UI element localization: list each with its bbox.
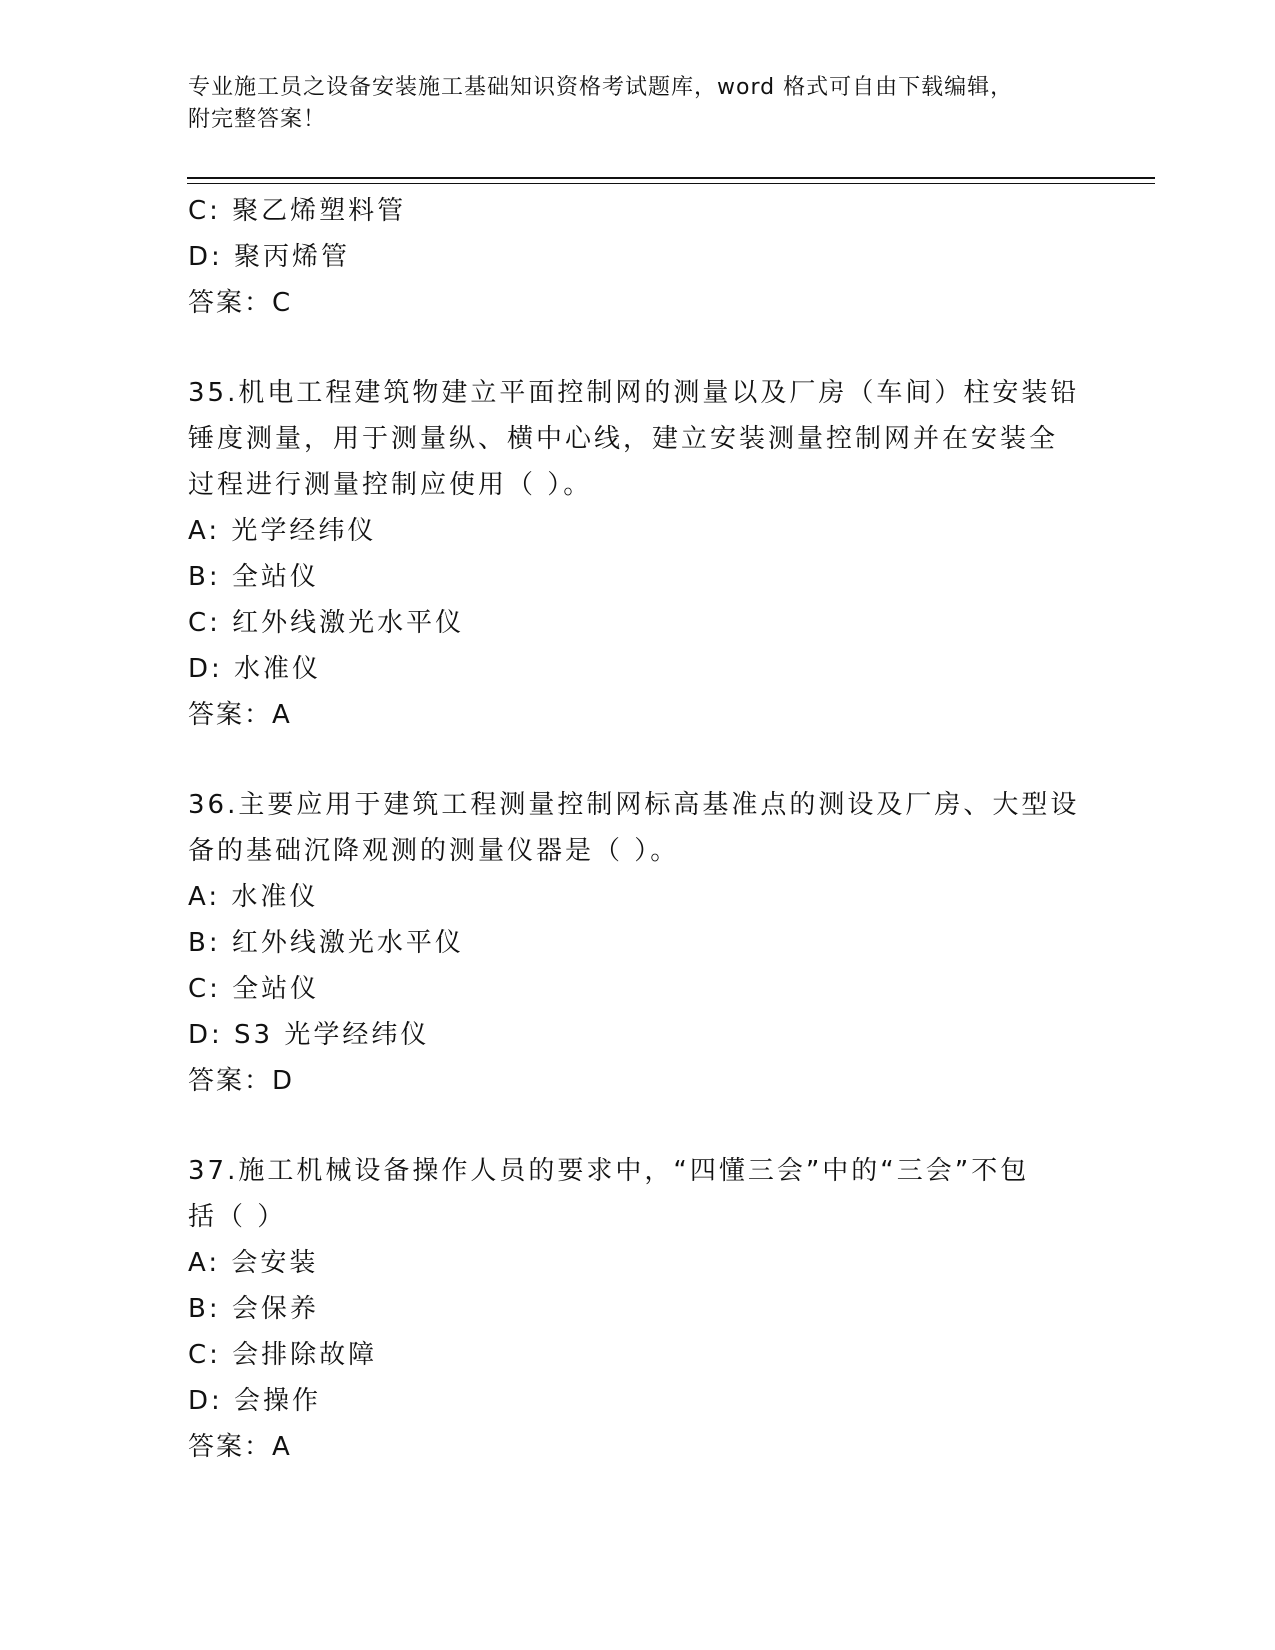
question-34-continued (188, 188, 1088, 326)
question-36 (188, 782, 1088, 1104)
header-line-2: 附完整答案！ (188, 107, 327, 132)
option-c: C: 全站仪 (188, 974, 320, 1004)
document-body (188, 188, 1088, 1470)
document-header (188, 72, 1068, 136)
option-d: D: 会操作 (188, 1386, 322, 1416)
option-a: A: 会安装 (188, 1248, 319, 1278)
spacer (188, 1104, 1088, 1148)
header-line-1: 专业施工员之设备安装施工基础知识资格考试题库，word 格式可自由下载编辑， (188, 75, 1014, 100)
option-d: D: 聚丙烯管 (188, 242, 351, 272)
option-a: A: 光学经纬仪 (188, 516, 377, 546)
option-c: C: 红外线激光水平仪 (188, 608, 465, 638)
answer-line: 答案：D (188, 1066, 295, 1096)
question-text-line: 锤度测量，用于测量纵、横中心线，建立安装测量控制网并在安装全 (188, 424, 1059, 454)
option-b: B: 红外线激光水平仪 (188, 928, 464, 958)
option-a: A: 水准仪 (188, 882, 319, 912)
question-text (188, 782, 1088, 874)
answer-line: 答案：C (188, 288, 293, 318)
question-text-line: 备的基础沉降观测的测量仪器是（ ）。 (188, 836, 680, 866)
question-35 (188, 370, 1088, 738)
question-text (188, 1148, 1088, 1240)
option-d: D: S3 光学经纬仪 (188, 1020, 430, 1050)
spacer (188, 326, 1088, 370)
question-text-line: 35.机电工程建筑物建立平面控制网的测量以及厂房（车间）柱安装铅 (188, 378, 1080, 408)
question-37 (188, 1148, 1088, 1470)
option-c: C: 聚乙烯塑料管 (188, 196, 407, 226)
answer-line: 答案：A (188, 700, 292, 730)
question-text (188, 370, 1088, 508)
question-text-line: 过程进行测量控制应使用（ ）。 (188, 470, 593, 500)
answer-line: 答案：A (188, 1432, 292, 1462)
option-c: C: 会排除故障 (188, 1340, 378, 1370)
header-rule-thick (187, 177, 1155, 179)
option-b: B: 全站仪 (188, 562, 319, 592)
option-d: D: 水准仪 (188, 654, 322, 684)
question-text-line: 括（ ） (188, 1202, 287, 1232)
question-text-line: 37.施工机械设备操作人员的要求中，“四懂三会”中的“三会”不包 (188, 1156, 1030, 1186)
spacer (188, 738, 1088, 782)
header-rule-thin (187, 183, 1155, 184)
option-b: B: 会保养 (188, 1294, 319, 1324)
question-text-line: 36.主要应用于建筑工程测量控制网标高基准点的测设及厂房、大型设 (188, 790, 1080, 820)
